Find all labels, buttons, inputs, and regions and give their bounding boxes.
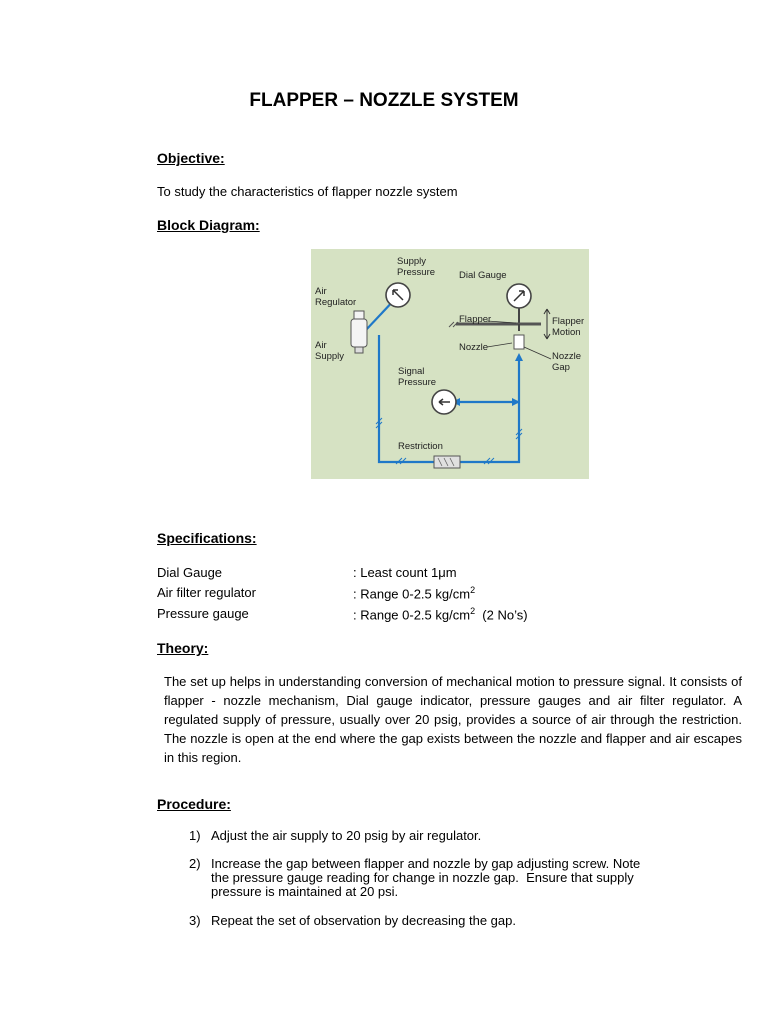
- label-supply-2: Pressure: [397, 267, 436, 278]
- procedure-step-1: [189, 828, 482, 843]
- label-nozzle-gap-2: Gap: [552, 362, 570, 373]
- spec-value: : Range 0-2.5 $kg/cm^2$ (2 No’s): [353, 606, 528, 623]
- return-line: [460, 359, 519, 462]
- label-flapper: Flapper: [459, 314, 492, 325]
- label-signal-1: Signal: [398, 366, 425, 377]
- spec-key: Air filter regulator: [157, 585, 256, 600]
- spec-key: Pressure gauge: [157, 606, 249, 621]
- label-signal-2: Pressure: [398, 377, 437, 388]
- page-title: FLAPPER – NOZZLE SYSTEM: [249, 90, 519, 111]
- step-text: Repeat the set of observation by decreasing the gap.: [211, 913, 516, 928]
- label-nozzle-gap-1: Nozzle: [552, 351, 582, 362]
- step-number: 3): [189, 913, 201, 928]
- procedure-step-2: [189, 856, 641, 899]
- step-text: Increase the gap between flapper and nozzle by gap adjusting screw. Note: [211, 856, 641, 871]
- theory-heading: Theory:: [157, 640, 209, 656]
- objective-text: To study the characteristics of flapper nozzle system: [157, 184, 458, 199]
- block-diagram-heading: Block Diagram:: [157, 217, 260, 233]
- procedure-step-3: [189, 913, 516, 928]
- theory-text: The set up helps in understanding conversion of mechanical motion to pressure signal. It consists of flapper - nozzle mechanism, Dial gauge indicator, pressure gauges and air filter regulator. A regulated supply of pressure, usually over 20 psig, provides a source of air through the restriction. The nozzle is open at the end where the gap exists between the nozzle and flapper and air escapes in this region.: [164, 674, 742, 765]
- label-flapper-motion-2: Motion: [552, 327, 581, 338]
- label-air-regulator-1: Air: [315, 286, 327, 297]
- step-number: 2): [189, 856, 201, 871]
- label-restriction: Restriction: [398, 441, 443, 452]
- label-nozzle: Nozzle: [459, 342, 489, 353]
- specifications-heading: Specifications:: [157, 530, 257, 546]
- supply-pressure-gauge: [386, 283, 410, 307]
- label-air-regulator-2: Regulator: [315, 297, 357, 308]
- procedure-heading: Procedure:: [157, 796, 231, 812]
- spec-value: : Least count 1μm: [353, 565, 457, 580]
- step-text: Adjust the air supply to 20 psig by air regulator.: [211, 828, 482, 843]
- label-dial-gauge: Dial Gauge: [459, 270, 507, 281]
- label-supply-1: Supply: [397, 256, 427, 267]
- step-number: 1): [189, 828, 201, 843]
- signal-pressure-gauge: [432, 390, 456, 414]
- block-diagram: [311, 249, 589, 479]
- label-air-supply-1: Air: [315, 340, 327, 351]
- spec-value: : Range 0-2.5 $kg/cm^2$: [353, 585, 476, 602]
- step-text: pressure is maintained at 20 psi.: [211, 884, 399, 899]
- objective-heading: Objective:: [157, 150, 225, 166]
- step-text: the pressure gauge reading for change in nozzle gap. Ensure that supply: [211, 870, 634, 885]
- label-air-supply-2: Supply: [315, 351, 345, 362]
- label-flapper-motion-1: Flapper: [552, 316, 585, 327]
- spec-key: Dial Gauge: [157, 565, 223, 580]
